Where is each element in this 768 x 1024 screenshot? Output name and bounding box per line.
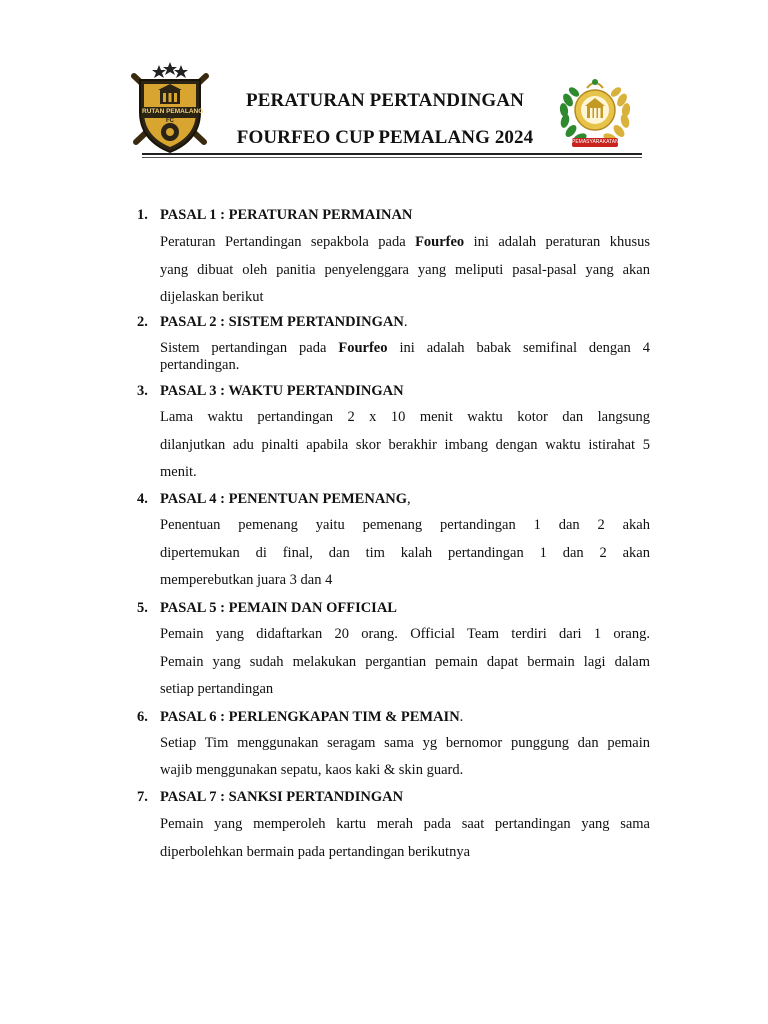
- pasal-number: 6.: [137, 709, 148, 725]
- text-segment: ini adalah babak semifinal dengan 4: [387, 340, 650, 356]
- document-title-line1: PERATURAN PERTANDINGAN: [246, 90, 524, 111]
- text-segment: memperebutkan juara 3 dan 4: [160, 572, 333, 588]
- pasal-heading: [137, 600, 397, 617]
- pasal-title-tail: ,: [407, 491, 411, 507]
- pasal-title-tail: .: [403, 314, 408, 330]
- text-segment: setiap pertandingan: [160, 681, 274, 697]
- text-segment: menit.: [160, 464, 197, 480]
- text-segment: Penentuan pemenang yaitu pemenang pertandingan 1 dan 2 akah: [160, 517, 650, 533]
- document-header: [0, 0, 768, 165]
- header-rule-thick: [142, 153, 642, 155]
- pasal-body-line: [160, 357, 650, 374]
- pasal-title-tail: .: [459, 709, 464, 725]
- pasal-number: 7.: [137, 789, 148, 805]
- text-segment: diperbolehkan bermain pada pertandingan berikutnya: [160, 844, 471, 860]
- pasal-title: PASAL 5 : PEMAIN DAN OFFICIAL: [160, 600, 397, 616]
- pasal-body-line: [160, 681, 650, 698]
- text-segment: dipertemukan di final, dan tim kalah pertandingan 1 dan 2 akan: [160, 545, 650, 561]
- pasal-number: 1.: [137, 207, 148, 223]
- document-title-line2: FOURFEO CUP PEMALANG 2024: [236, 127, 534, 148]
- pasal-body-line: [160, 816, 650, 833]
- text-segment: Peraturan Pertandingan sepakbola pada: [160, 234, 416, 250]
- pasal-body-line: [160, 654, 650, 671]
- pasal-number: 2.: [137, 314, 148, 330]
- pasal-body-line: [160, 464, 650, 481]
- text-segment: Pemain yang sudah melakukan pergantian pemain dapat bermain lagi dalam: [160, 654, 650, 670]
- pasal-title: PASAL 4 : PENENTUAN PEMENANG: [160, 491, 408, 507]
- pasal-body-line: [160, 437, 650, 454]
- pasal-body-line: [160, 340, 650, 357]
- left-logo-sub: FC: [166, 118, 174, 124]
- pasal-heading: [137, 789, 403, 806]
- pasal-title: PASAL 6 : PERLENGKAPAN TIM & PEMAIN: [160, 709, 460, 725]
- pasal-number: 5.: [137, 600, 148, 616]
- text-segment: Pemain yang didaftarkan 20 orang. Official Team terdiri dari 1 orang.: [160, 626, 650, 642]
- text-segment: yang dibuat oleh panitia penyelenggara yang meliputi pasal-pasal yang akan: [160, 262, 650, 278]
- pasal-body-line: [160, 517, 650, 534]
- text-segment: dilanjutkan adu pinalti apabila skor berakhir imbang dengan waktu istirahat 5: [160, 437, 650, 453]
- pasal-body-line: [160, 626, 650, 643]
- pasal-body-line: [160, 409, 650, 426]
- bold-term: Fourfeo: [338, 340, 388, 356]
- text-segment: Pemain yang memperoleh kartu merah pada saat pertandingan yang sama: [160, 816, 650, 832]
- text-segment: dijelaskan berikut: [160, 289, 264, 305]
- pasal-heading: [137, 207, 412, 224]
- pasal-body-line: [160, 844, 650, 861]
- text-segment: Sistem pertandingan pada: [160, 340, 339, 356]
- pasal-body-line: [160, 735, 650, 752]
- pasal-title: PASAL 2 : SISTEM PERTANDINGAN: [160, 314, 404, 330]
- bold-term: Fourfeo: [415, 234, 465, 250]
- pasal-body-line: [160, 572, 650, 589]
- pasal-heading: [137, 709, 463, 726]
- pasal-heading: [137, 491, 411, 508]
- pasal-number: 3.: [137, 383, 148, 399]
- pasal-body-line: [160, 234, 650, 251]
- text-segment: wajib menggunakan sepatu, kaos kaki & skin guard.: [160, 762, 464, 778]
- text-segment: pertandingan.: [160, 357, 240, 373]
- pasal-heading: [137, 314, 408, 331]
- pasal-body-line: [160, 545, 650, 562]
- pasal-title: PASAL 1 : PERATURAN PERMAINAN: [160, 207, 413, 223]
- pasal-number: 4.: [137, 491, 148, 507]
- pasal-body-line: [160, 762, 650, 779]
- text-segment: Lama waktu pertandingan 2 x 10 menit waktu kotor dan langsung: [160, 409, 650, 425]
- pasal-title: PASAL 7 : SANKSI PERTANDINGAN: [160, 789, 404, 805]
- right-logo-ribbon-text: PEMASYARAKATAN: [572, 139, 619, 145]
- pasal-body-line: [160, 289, 650, 306]
- text-segment: ini adalah peraturan khusus: [464, 234, 650, 250]
- pasal-heading: [137, 383, 404, 400]
- pasal-title: PASAL 3 : WAKTU PERTANDINGAN: [160, 383, 404, 399]
- left-logo-text: RUTAN PEMALANG: [142, 108, 204, 115]
- pasal-body-line: [160, 262, 650, 279]
- header-rule-thin: [142, 157, 642, 158]
- text-segment: Setiap Tim menggunakan seragam sama yg bernomor punggung dan pemain: [160, 735, 650, 751]
